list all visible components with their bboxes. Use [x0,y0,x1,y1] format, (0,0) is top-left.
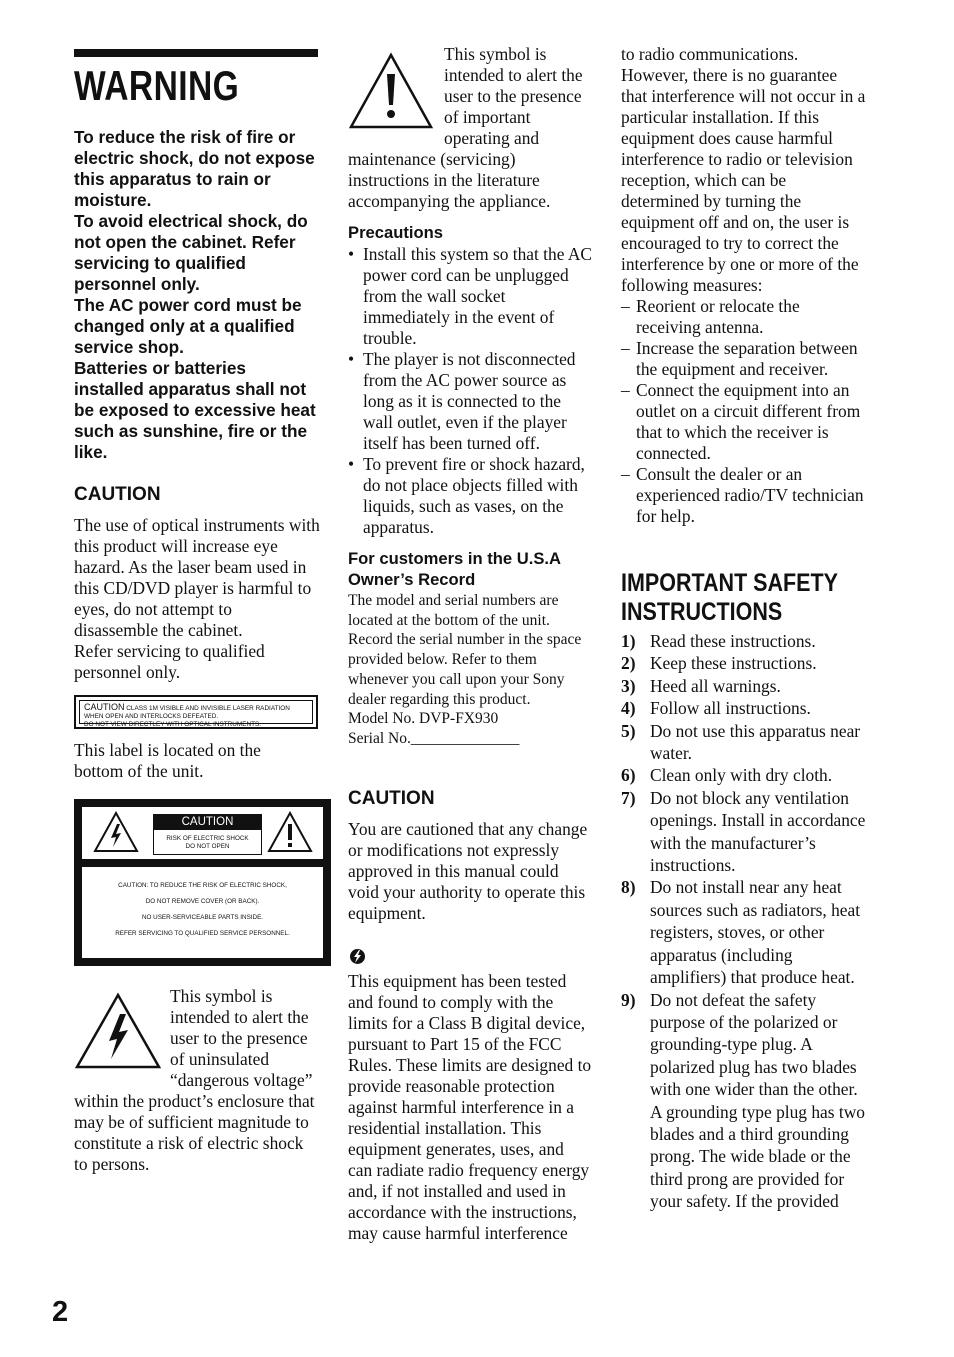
lightning-symbol-description: This symbol is intended to alert the user to the presence of uninsulated “dangerous voltage” within the product’s enclosure that may be of sufficient magnitude to constitute a risk of electric shock to persons. [74,986,315,1174]
precaution-item: • To prevent fire or shock hazard, do not place objects filled with liquids, such as vases, on the apparatus. [348,454,592,538]
safety-item-number: 3) [621,675,636,696]
safety-item-number: 8) [621,877,636,898]
safety-item-text: Do not install near any heat sources such as radiators, heat registers, stoves, or other apparatus (including amplifiers) that produce heat. [650,877,861,988]
caution-heading: CAUTION [74,484,161,505]
safety-instructions-list [621,630,866,1213]
safety-item [621,720,866,765]
precautions-list [348,244,592,538]
caution-box-sub: RISK OF ELECTRIC SHOCK [166,835,249,842]
fcc-text-continued [621,44,866,527]
caution2-text: You are cautioned that any change or modifications not expressly approved in this manual could void your authority to operate this equipment. [348,819,588,923]
safety-item-number: 2) [621,653,636,674]
caution2-heading: CAUTION [348,788,435,809]
caution-text [74,515,320,683]
fcc-measure: – Reorient or relocate the receiving antenna. [621,296,866,338]
precautions-heading: Precautions [348,223,443,242]
warning-paragraph: To avoid electrical shock, do not open the cabinet. Refer servicing to qualified personnel only. [74,211,308,294]
caution-box-header: CAUTION [154,815,261,830]
laser-label-line: CLASS 1M VISIBLE AND INVISIBLE LASER RADIATION [126,705,290,712]
safety-item-number: 5) [621,720,636,741]
caution-shock-box [74,799,331,966]
fcc-measure: – Increase the separation between the equipment and receiver. [621,338,866,380]
lightning-warning-icon [93,811,139,853]
laser-label-line: DO NOT VIEW DIRECTLEY WITH OPTICAL INSTRUMENTS. [84,721,262,728]
safety-item [621,630,866,652]
safety-item-number: 4) [621,698,636,719]
safety-item-text: Do not block any ventilation openings. Install in accordance with the manufacturer’s instructions. [650,787,866,876]
fcc-paragraph: to radio communications. However, there is no guarantee that interference will not occur in a particular installation. If this equipment does cause harmful interference to radio or television reception, which can be determined by turning the equipment off and on, the user is encouraged to try to correct the interference by one or more of the following measures: [621,44,866,295]
safety-item-text: Heed all warnings. [650,675,781,696]
owners-record-text [348,591,592,749]
exclamation-symbol-description: This symbol is intended to alert the user to the presence of important operating and maintenance (servicing) instructions in the literature accompanying the appliance. [348,44,583,211]
safety-item-text: Clean only with dry cloth. [650,765,833,786]
fcc-text: This equipment has been tested and found to comply with the limits for a Class B digital device, pursuant to Part 15 of the FCC Rules. These limits are designed to provide reasonable protection against harmful interference in a residential installation. This equipment generates, uses, and can radiate radio frequency energy and, if not installed and used in accordance with the instructions, may cause harmful interference [348,971,592,1243]
safety-item-text: Keep these instructions. [650,653,817,674]
precaution-item: • Install this system so that the AC power cord can be unplugged from the wall socket immediately in the event of trouble. [348,244,592,349]
owners-record-heading: Owner’s Record [348,570,476,589]
caution-center-panel [153,814,262,855]
owners-record-paragraph: whenever you call upon your Sony dealer regarding this product. [348,670,565,708]
safety-item-number: 1) [621,631,636,651]
safety-item-number: 9) [621,989,636,1010]
serial-number: Serial No.______________ [348,729,520,747]
caution-box-sub: DO NOT OPEN [185,843,230,850]
usa-heading [348,548,598,590]
warning-title: WARNING [74,62,240,109]
caution-box-line: REFER SERVICING TO QUALIFIED SERVICE PERSONNEL. [115,930,290,937]
safety-item [621,675,866,697]
title-rule [74,49,318,57]
warning-paragraph: The AC power cord must be changed only at a qualified service shop. [74,295,302,357]
caution-paragraph: The use of optical instruments with this product will increase eye hazard. As the laser beam used in this CD/DVD player is harmful to eyes, do not attempt to disassemble the cabinet. [74,515,320,640]
safety-item-number: 7) [621,787,636,808]
caution-box-line: DO NOT REMOVE COVER (OR BACK). [145,898,260,905]
warning-paragraph: Batteries or batteries installed apparatus shall not be exposed to excessive heat such as sunshine, fire or the like. [74,358,316,462]
caution-paragraph: Refer servicing to qualified personnel only. [74,641,265,682]
laser-label-word: CAUTION [84,702,125,712]
lightning-symbol-text [74,986,320,1175]
usa-heading-line: For customers in the U.S.A [348,549,561,568]
safety-item [621,652,866,674]
safety-item [621,697,866,719]
safety-item-text: Do not defeat the safety purpose of the polarized or grounding-type plug. A polarized plug has two blades with one wider than the other. A grounding type plug has two blades and a third grounding prong. The wide blade or the third prong are provided for your safety. If the provided [650,989,865,1212]
laser-label-line: WHEN OPEN AND INTERLOCKS DEFEATED. [84,713,219,720]
safety-item-text: Read these instructions. [650,631,816,651]
caution-box-line: CAUTION: TO REDUCE THE RISK OF ELECTRIC SHOCK, [118,882,287,889]
page-number: 2 [52,1296,69,1328]
safety-item [621,876,866,988]
caution-box-line: NO USER-SERVICEABLE PARTS INSIDE. [141,914,264,921]
model-number: Model No. DVP-FX930 [348,710,499,728]
exclamation-warning-icon [267,811,313,853]
owners-record-paragraph: The model and serial numbers are located at the bottom of the unit. Record the serial number in the space provided below. Refer to them [348,592,582,669]
safety-item [621,989,866,1213]
caution-box-text [82,867,323,958]
safety-instructions-title: IMPORTANT SAFETY INSTRUCTIONS [621,569,838,626]
warning-bold-block [74,127,320,463]
warning-paragraph: To reduce the risk of fire or electric shock, do not expose this apparatus to rain or moisture. [74,127,315,210]
fcc-mark-icon [349,948,366,965]
safety-item-number: 6) [621,765,636,786]
laser-label [74,695,318,729]
fcc-measure: – Connect the equipment into an outlet on a circuit different from that to which the receiver is connected. [621,380,866,464]
safety-item-text: Follow all instructions. [650,698,811,719]
exclamation-symbol-text [348,44,592,212]
fcc-measure: – Consult the dealer or an experienced radio/TV technician for help. [621,464,866,527]
safety-item [621,764,866,786]
precaution-item: • The player is not disconnected from the AC power source as long as it is connected to the wall outlet, even if the player itself has been turned off. [348,349,592,454]
safety-item-text: Do not use this apparatus near water. [650,720,861,764]
safety-item [621,787,866,877]
label-location-text: This label is located on the bottom of the unit. [74,740,261,781]
